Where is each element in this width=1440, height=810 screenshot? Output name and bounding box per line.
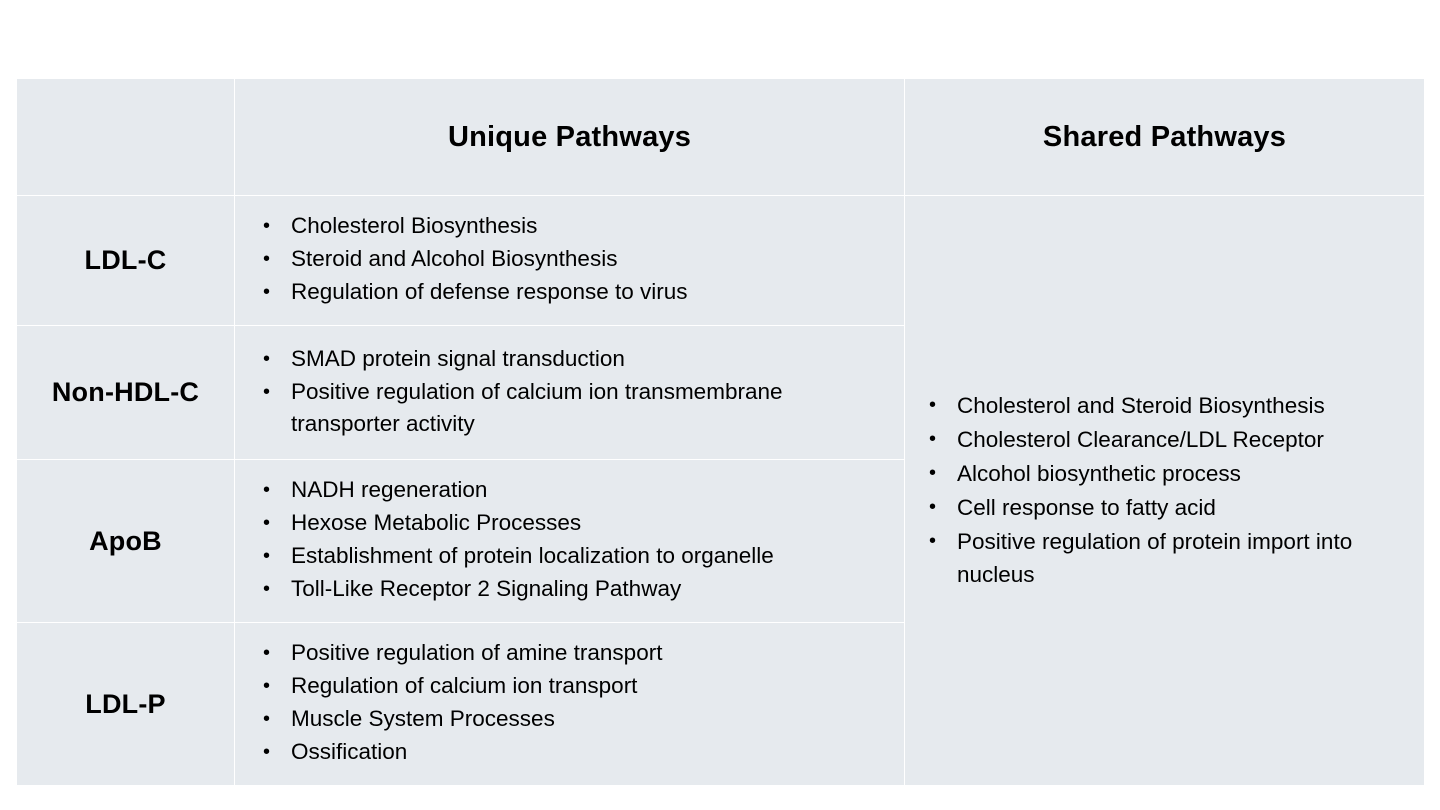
header-shared-pathways: Shared Pathways <box>905 79 1425 196</box>
list-item: • Establishment of protein localization to organelle <box>257 540 886 572</box>
unique-pathways-ldl-c <box>235 196 905 326</box>
list-item: • Cell response to fatty acid <box>923 491 1410 524</box>
list-item: • Regulation of calcium ion transport <box>257 670 886 702</box>
list-item: • Ossification <box>257 736 886 768</box>
unique-pathways-non-hdl-c <box>235 326 905 460</box>
header-unique-pathways: Unique Pathways <box>235 79 905 196</box>
row-label-ldl-c: LDL-C <box>17 196 235 326</box>
bullet-list <box>235 196 904 325</box>
table-header-row <box>17 79 1425 196</box>
list-item: • Positive regulation of amine transport <box>257 637 886 669</box>
pathways-table-container <box>16 78 1424 786</box>
table-row <box>17 196 1425 326</box>
bullet-list <box>905 379 1424 602</box>
row-label-ldl-p: LDL-P <box>17 623 235 786</box>
row-label-apob: ApoB <box>17 460 235 623</box>
list-item: • SMAD protein signal transduction <box>257 343 886 375</box>
header-corner-blank <box>17 79 235 196</box>
list-item: • Hexose Metabolic Processes <box>257 507 886 539</box>
list-item: • Alcohol biosynthetic process <box>923 457 1410 490</box>
pathways-table <box>16 78 1425 786</box>
bullet-list <box>235 460 904 622</box>
list-item: • Muscle System Processes <box>257 703 886 735</box>
list-item: • Regulation of defense response to virus <box>257 276 886 308</box>
list-item: • Steroid and Alcohol Biosynthesis <box>257 243 886 275</box>
list-item: • Cholesterol Biosynthesis <box>257 210 886 242</box>
shared-pathways-cell <box>905 196 1425 786</box>
row-label-non-hdl-c: Non-HDL-C <box>17 326 235 460</box>
bullet-list <box>235 623 904 785</box>
list-item: • Positive regulation of calcium ion transmembrane transporter activity <box>257 376 886 440</box>
list-item: • NADH regeneration <box>257 474 886 506</box>
unique-pathways-apob <box>235 460 905 623</box>
bullet-list <box>235 329 904 457</box>
list-item: • Toll-Like Receptor 2 Signaling Pathway <box>257 573 886 605</box>
list-item: • Cholesterol and Steroid Biosynthesis <box>923 389 1410 422</box>
list-item: • Cholesterol Clearance/LDL Receptor <box>923 423 1410 456</box>
list-item: • Positive regulation of protein import into nucleus <box>923 525 1410 591</box>
unique-pathways-ldl-p <box>235 623 905 786</box>
